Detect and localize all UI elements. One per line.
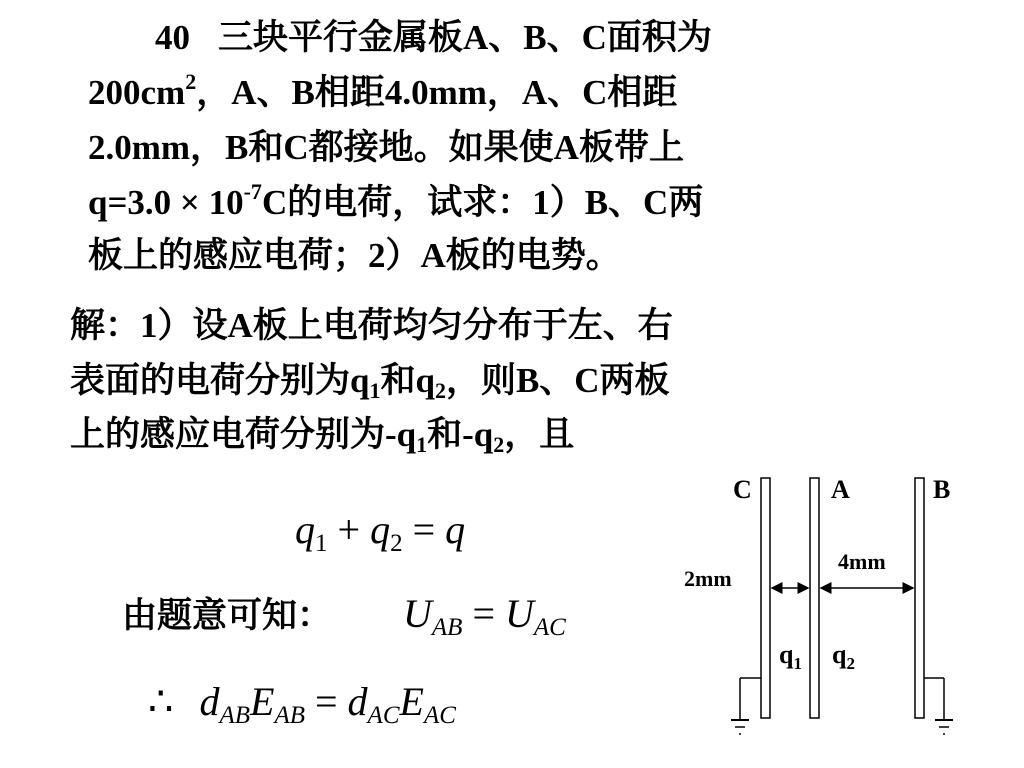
plate-c [761, 478, 770, 718]
eq-term: U [403, 591, 432, 636]
area-value: 200cm [88, 73, 186, 112]
solution-text: 上的感应电荷分别为-q [70, 415, 417, 454]
label-q1: $q_1$ [779, 640, 802, 673]
charge-value: q=3.0 × 10 [88, 183, 244, 222]
label-plate-a: A [831, 475, 850, 504]
problem-number: 40 [155, 18, 190, 57]
ground-icon [924, 678, 953, 734]
problem-text: C的电荷，试求：1）B、C两 [261, 183, 704, 222]
problem-text: 2.0mm，B和C都接地。如果使A板带上 [88, 128, 684, 167]
label-q2: $q_2$ [832, 640, 855, 673]
problem-text: 板上的感应电荷；2）A板的电势。 [88, 236, 621, 275]
eq-term: d [347, 679, 368, 724]
eq-term: U [505, 591, 534, 636]
plate-b [915, 478, 924, 718]
known-label-text: 由题意可知： [122, 596, 333, 635]
solution-text: 解：1）设A板上电荷均匀分布于左、右 [70, 306, 673, 345]
eq-subscript: AB [431, 614, 463, 641]
subscript: 2 [493, 432, 505, 457]
problem-text: 三块平行金属板A、B、C面积为 [218, 18, 712, 57]
subscript: 2 [434, 378, 446, 403]
label-plate-b: B [933, 475, 951, 504]
eq-subscript: AB [219, 702, 250, 729]
eq-term: E [250, 679, 275, 724]
label-plate-c: C [733, 475, 752, 504]
solution-text: ，且 [504, 415, 575, 454]
solution-text: ，则B、C两板 [445, 361, 670, 400]
eq-subscript: AB [274, 702, 305, 729]
eq-operator: + [337, 507, 361, 552]
plate-a [810, 478, 819, 718]
eq-operator: = [314, 679, 338, 724]
eq-term: q [295, 507, 315, 552]
charge-exponent: -7 [243, 179, 262, 204]
therefore-symbol: ∴ [148, 679, 174, 724]
label-ab-distance: 4mm [838, 549, 886, 574]
eq-subscript: AC [423, 702, 456, 729]
solution-text: 表面的电荷分别为q [70, 361, 370, 400]
eq-term: q [445, 507, 466, 552]
solution-text: 和q [380, 361, 435, 400]
subscript: 1 [369, 378, 381, 403]
ground-icon [731, 678, 761, 734]
solution-text: 和-q [427, 415, 494, 454]
eq-subscript: 2 [390, 530, 403, 557]
eq-term: d [199, 679, 220, 724]
eq-subscript: AC [533, 614, 566, 641]
eq-term: q [370, 507, 391, 552]
eq-subscript: AC [367, 702, 400, 729]
eq-operator: = [412, 507, 436, 552]
label-ac-distance: 2mm [684, 566, 732, 591]
eq-operator: = [472, 591, 495, 636]
subscript: 1 [416, 432, 428, 457]
eq-term: E [399, 679, 424, 724]
problem-text: ，A、B相距4.0mm，A、C相距 [196, 73, 678, 112]
eq-subscript: 1 [315, 530, 328, 557]
area-exponent: 2 [185, 69, 197, 94]
